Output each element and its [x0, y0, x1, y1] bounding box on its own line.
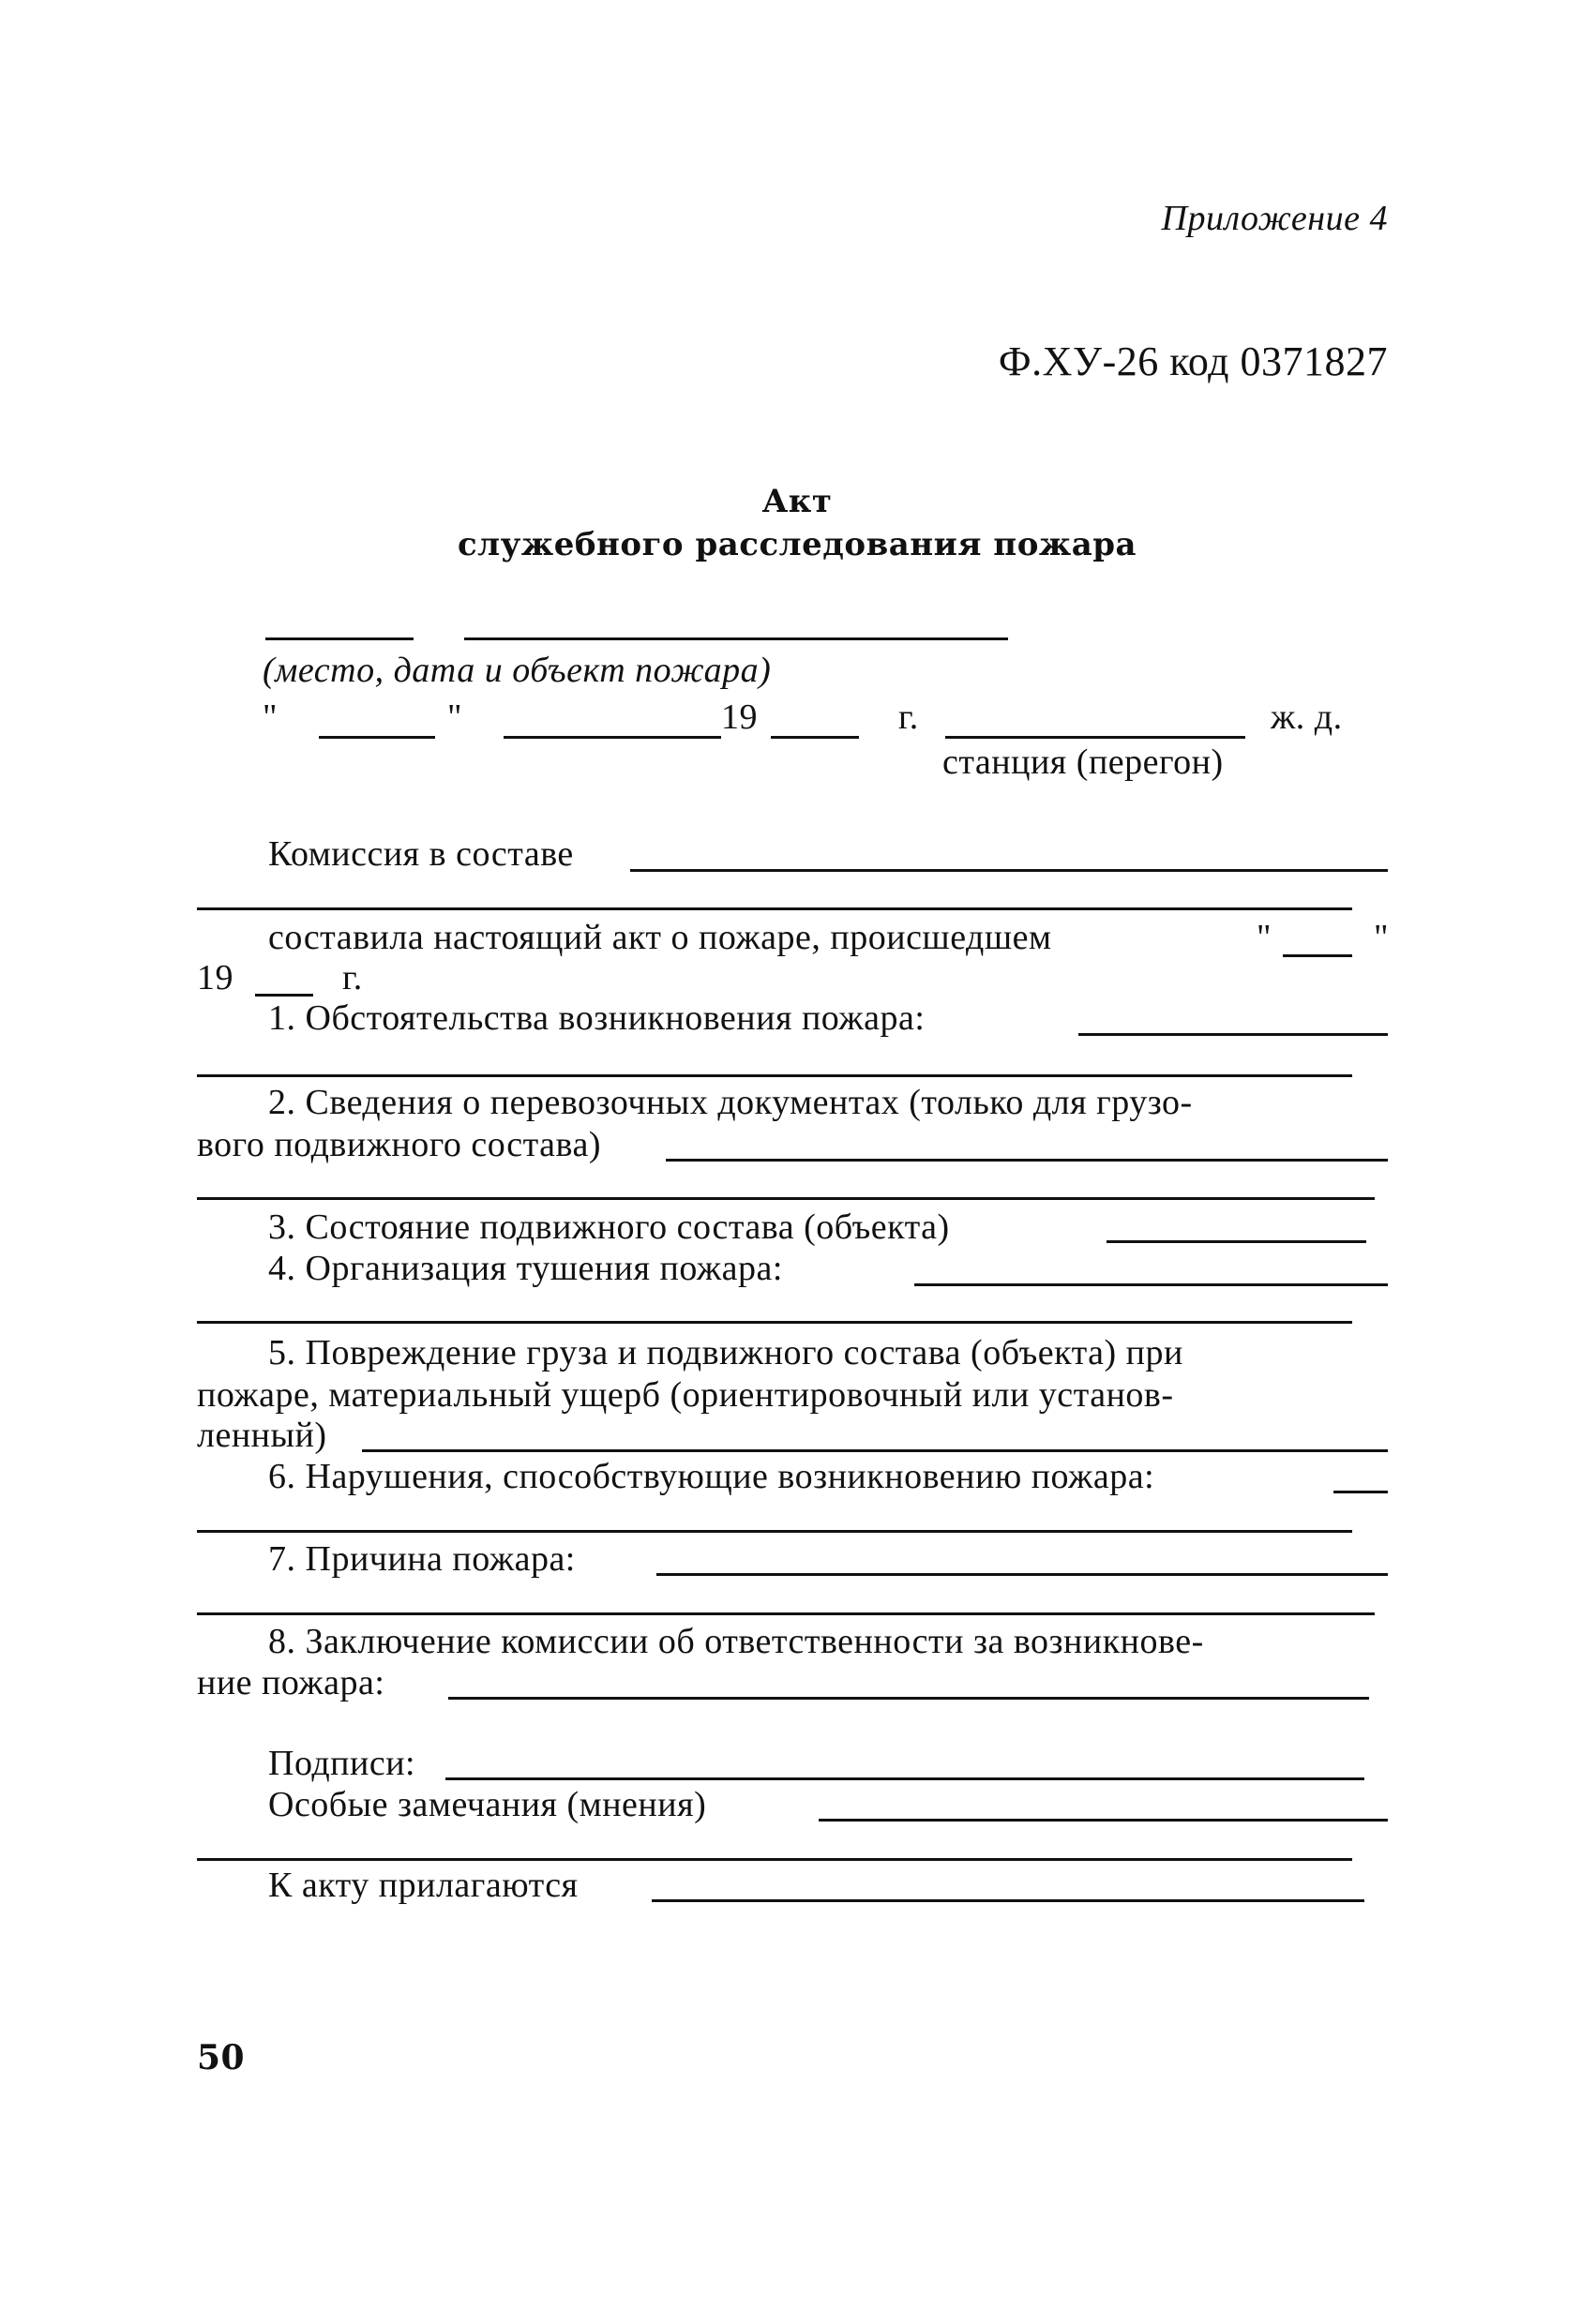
document-title: Акт	[761, 483, 833, 520]
form-code: Ф.ХУ-26 код 0371827	[998, 338, 1388, 384]
commission-year-suffix: г.	[342, 958, 363, 997]
item-6-text: 6. Нарушения, способствующие возникновению пожара:	[268, 1457, 1155, 1496]
item-1-blank-1[interactable]	[1078, 1033, 1388, 1036]
remarks-blank-2[interactable]	[197, 1858, 1352, 1861]
item-7-text: 7. Причина пожара:	[268, 1539, 576, 1579]
item-8-text-line-1: 8. Заключение комиссии об ответственности за возникнове-	[268, 1622, 1204, 1661]
signatures-label: Подписи:	[268, 1744, 416, 1783]
remarks-label: Особые замечания (мнения)	[268, 1785, 707, 1824]
attachments-blank[interactable]	[652, 1899, 1364, 1902]
attachments-label: К акту прилагаются	[268, 1866, 579, 1905]
commission-label: Комиссия в составе	[268, 834, 574, 874]
place-year-prefix: 19	[721, 697, 758, 737]
railway-label: ж. д.	[1271, 697, 1343, 737]
item-5-text-line-3: ленный)	[197, 1416, 327, 1455]
item-2-text-line-2: вого подвижного состава)	[197, 1125, 601, 1164]
commission-drafted-text: составила настоящий акт о пожаре, происшедшем	[268, 918, 1052, 957]
page-number: 50	[197, 2038, 246, 2077]
signatures-blank[interactable]	[445, 1777, 1364, 1780]
item-3-text: 3. Состояние подвижного состава (объекта)	[268, 1207, 950, 1247]
document-subtitle: служебного расследования пожара	[457, 526, 1137, 563]
commission-year-prefix: 19	[197, 958, 233, 997]
incident-day-blank[interactable]	[1283, 954, 1352, 957]
item-2-blank-1[interactable]	[666, 1159, 1388, 1162]
item-1-blank-2[interactable]	[197, 1074, 1352, 1077]
item-2-blank-2[interactable]	[197, 1197, 1375, 1200]
place-quote-open: "	[263, 697, 279, 737]
remarks-blank-1[interactable]	[819, 1819, 1388, 1822]
commission-quote-close: "	[1374, 918, 1390, 957]
item-6-blank-2[interactable]	[197, 1530, 1352, 1533]
item-7-blank-2[interactable]	[197, 1612, 1375, 1615]
commission-quote-open: "	[1257, 918, 1272, 957]
day-blank[interactable]	[319, 736, 435, 739]
commission-blank-1[interactable]	[630, 869, 1388, 872]
item-5-blank[interactable]	[362, 1449, 1388, 1452]
railway-blank[interactable]	[945, 736, 1245, 739]
appendix-label: Приложение 4	[1161, 199, 1388, 238]
item-4-blank-1[interactable]	[914, 1283, 1388, 1286]
item-1-text: 1. Обстоятельства возникновения пожара:	[268, 998, 926, 1038]
month-blank[interactable]	[504, 736, 721, 739]
item-6-blank-1[interactable]	[1333, 1491, 1388, 1493]
item-7-blank-1[interactable]	[656, 1573, 1388, 1576]
place-blank-1[interactable]	[265, 637, 414, 640]
item-8-blank[interactable]	[448, 1697, 1369, 1700]
place-quote-close: "	[447, 697, 463, 737]
station-caption: станция (перегон)	[942, 742, 1224, 782]
commission-blank-2[interactable]	[197, 907, 1352, 910]
place-caption: (место, дата и объект пожара)	[263, 651, 772, 690]
item-5-text-line-1: 5. Повреждение груза и подвижного состава (объекта) при	[268, 1333, 1183, 1372]
place-year-suffix: г.	[898, 697, 919, 737]
year-blank[interactable]	[771, 736, 859, 739]
item-2-text-line-1: 2. Сведения о перевозочных документах (только для грузо-	[268, 1083, 1193, 1122]
item-4-blank-2[interactable]	[197, 1321, 1352, 1324]
item-4-text: 4. Организация тушения пожара:	[268, 1249, 783, 1288]
item-5-text-line-2: пожаре, материальный ущерб (ориентировочный или установ-	[197, 1375, 1174, 1415]
item-8-text-line-2: ние пожара:	[197, 1663, 385, 1702]
place-blank-2[interactable]	[464, 637, 1008, 640]
item-3-blank[interactable]	[1107, 1240, 1366, 1243]
